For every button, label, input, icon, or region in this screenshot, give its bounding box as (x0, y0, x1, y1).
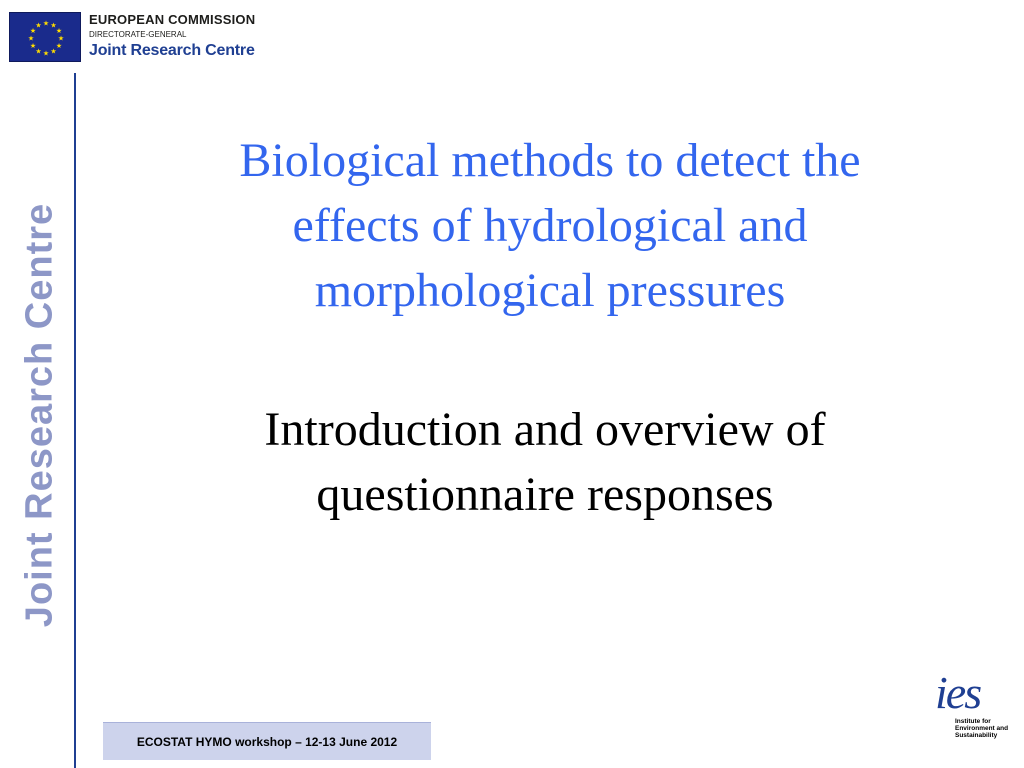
eu-star-icon: ★ (57, 34, 65, 43)
eu-star-icon: ★ (50, 21, 57, 30)
directorate-label: DIRECTORATE-GENERAL (89, 30, 187, 39)
slide-subtitle (150, 397, 940, 527)
vertical-divider (74, 73, 76, 768)
eu-star-icon: ★ (42, 49, 50, 58)
eu-star-icon: ★ (27, 34, 35, 43)
footer-banner (103, 722, 431, 760)
eu-star-icon: ★ (29, 27, 37, 35)
org-name: EUROPEAN COMMISSION (89, 12, 256, 27)
ies-caption-line: Environment and (955, 725, 1009, 732)
slide-title (150, 128, 950, 323)
ies-caption-line: Sustainability (955, 732, 998, 739)
eu-star-icon: ★ (29, 42, 37, 50)
ies-logo-mark: ies (935, 667, 981, 718)
eu-star-icon: ★ (55, 27, 63, 35)
footer-event-text: ECOSTAT HYMO workshop – 12-13 June 2012 (136, 734, 398, 749)
eu-star-icon: ★ (35, 47, 42, 56)
eu-star-icon: ★ (55, 42, 63, 50)
subtitle-line: questionnaire responses (316, 468, 774, 521)
ec-logo-text (89, 12, 289, 60)
vertical-brand-text: Joint Research Centre (18, 202, 61, 628)
title-line: Biological methods to detect the (239, 134, 861, 187)
ies-logo-caption (955, 718, 1024, 739)
eu-star-icon: ★ (35, 21, 42, 30)
title-line: effects of hydrological and (292, 199, 808, 252)
title-line: morphological pressures (314, 264, 786, 317)
ies-caption-line: Institute for (955, 718, 991, 725)
ies-logo (935, 667, 1020, 750)
subtitle-line: Introduction and overview of (264, 403, 826, 456)
eu-star-icon: ★ (50, 47, 57, 56)
eu-star-icon: ★ (42, 19, 50, 28)
centre-name: Joint Research Centre (89, 42, 255, 59)
eu-flag-icon (9, 12, 81, 62)
european-commission-logo (9, 12, 281, 64)
